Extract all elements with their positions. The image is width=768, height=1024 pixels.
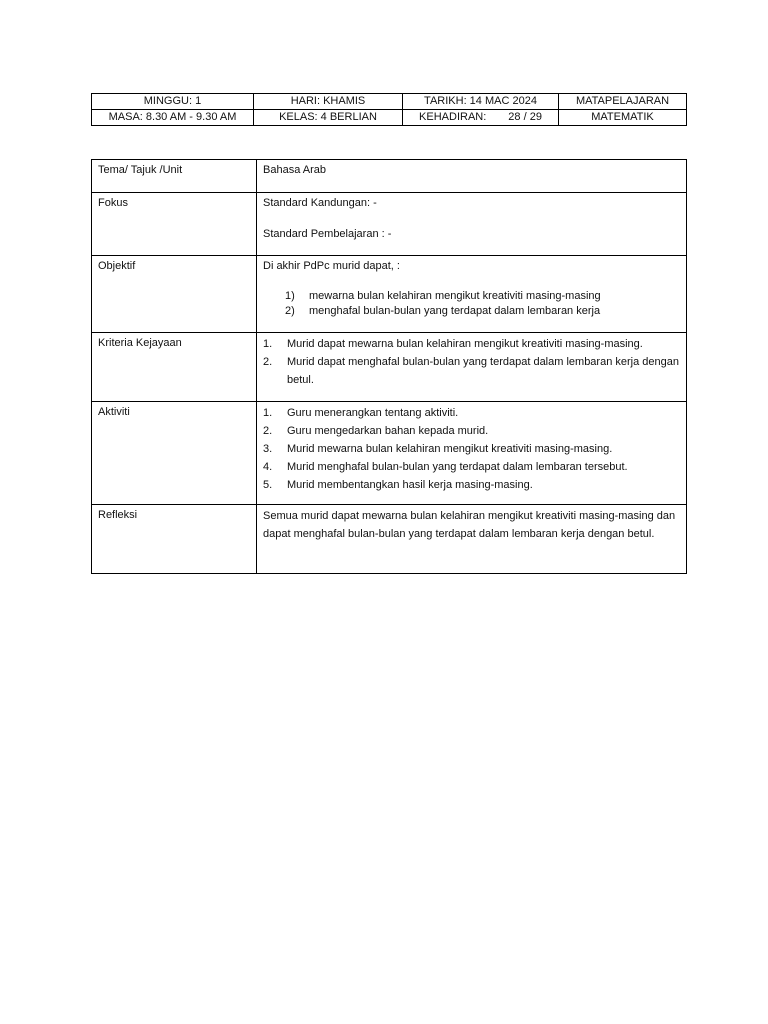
list-item: 2. Guru mengedarkan bahan kepada murid. bbox=[263, 425, 489, 437]
kehadiran-cell bbox=[403, 110, 559, 126]
lesson-plan-table bbox=[91, 159, 687, 574]
kriteria-label: Kriteria Kejayaan bbox=[92, 333, 257, 402]
aktiviti-value bbox=[257, 402, 687, 505]
kriteria-list bbox=[263, 335, 680, 389]
minggu-cell: MINGGU: 1 bbox=[92, 94, 254, 110]
header-row-1 bbox=[92, 94, 687, 110]
kriteria-value bbox=[257, 333, 687, 402]
tema-label: Tema/ Tajuk /Unit bbox=[92, 160, 257, 193]
objektif-intro: Di akhir PdPc murid dapat, : bbox=[263, 260, 400, 272]
refleksi-label: Refleksi bbox=[92, 505, 257, 574]
objektif-row bbox=[92, 256, 687, 333]
tema-value: Bahasa Arab bbox=[257, 160, 687, 193]
kehadiran-value: 28 / 29 bbox=[508, 111, 542, 123]
aktiviti-row bbox=[92, 402, 687, 505]
list-item: 1. Murid dapat mewarna bulan kelahiran mengikut kreativiti masing-masing. bbox=[263, 338, 643, 350]
objektif-list bbox=[263, 289, 680, 319]
matapelajaran-cell: MATAPELAJARAN bbox=[559, 94, 687, 110]
list-item: 1. Guru menerangkan tentang aktiviti. bbox=[263, 407, 459, 419]
lesson-header-table bbox=[91, 93, 687, 126]
refleksi-text: Semua murid dapat mewarna bulan kelahiran mengikut kreativiti masing-masing dan dapat menghafal bulan-bulan yang terdapat dalam lembaran kerja dengan betul. bbox=[263, 510, 676, 540]
standard-kandungan: Standard Kandungan: - bbox=[263, 197, 377, 209]
header-row-2 bbox=[92, 110, 687, 126]
hari-cell: HARI: KHAMIS bbox=[254, 94, 403, 110]
aktiviti-label: Aktiviti bbox=[92, 402, 257, 505]
kriteria-row bbox=[92, 333, 687, 402]
refleksi-value bbox=[257, 505, 687, 574]
tarikh-cell: TARIKH: 14 MAC 2024 bbox=[403, 94, 559, 110]
list-item: 3. Murid mewarna bulan kelahiran mengikut kreativiti masing-masing. bbox=[263, 443, 613, 455]
list-item: 1) mewarna bulan kelahiran mengikut kreativiti masing-masing bbox=[285, 290, 601, 302]
objektif-value bbox=[257, 256, 687, 333]
tema-row bbox=[92, 160, 687, 193]
objektif-label: Objektif bbox=[92, 256, 257, 333]
aktiviti-list bbox=[263, 404, 680, 494]
list-item: 4. Murid menghafal bulan-bulan yang terdapat dalam lembaran tersebut. bbox=[263, 461, 628, 473]
subjek-cell: MATEMATIK bbox=[559, 110, 687, 126]
kelas-cell: KELAS: 4 BERLIAN bbox=[254, 110, 403, 126]
fokus-value bbox=[257, 193, 687, 256]
kehadiran-label: KEHADIRAN: bbox=[419, 111, 487, 123]
fokus-row bbox=[92, 193, 687, 256]
list-item: 2) menghafal bulan-bulan yang terdapat dalam lembaran kerja bbox=[285, 305, 601, 317]
masa-cell: MASA: 8.30 AM - 9.30 AM bbox=[92, 110, 254, 126]
standard-pembelajaran: Standard Pembelajaran : - bbox=[263, 228, 392, 240]
refleksi-row bbox=[92, 505, 687, 574]
list-item: 2. Murid dapat menghafal bulan-bulan yang terdapat dalam lembaran kerja dengan betul. bbox=[263, 356, 679, 386]
list-item: 5. Murid membentangkan hasil kerja masing-masing. bbox=[263, 479, 533, 491]
fokus-label: Fokus bbox=[92, 193, 257, 256]
